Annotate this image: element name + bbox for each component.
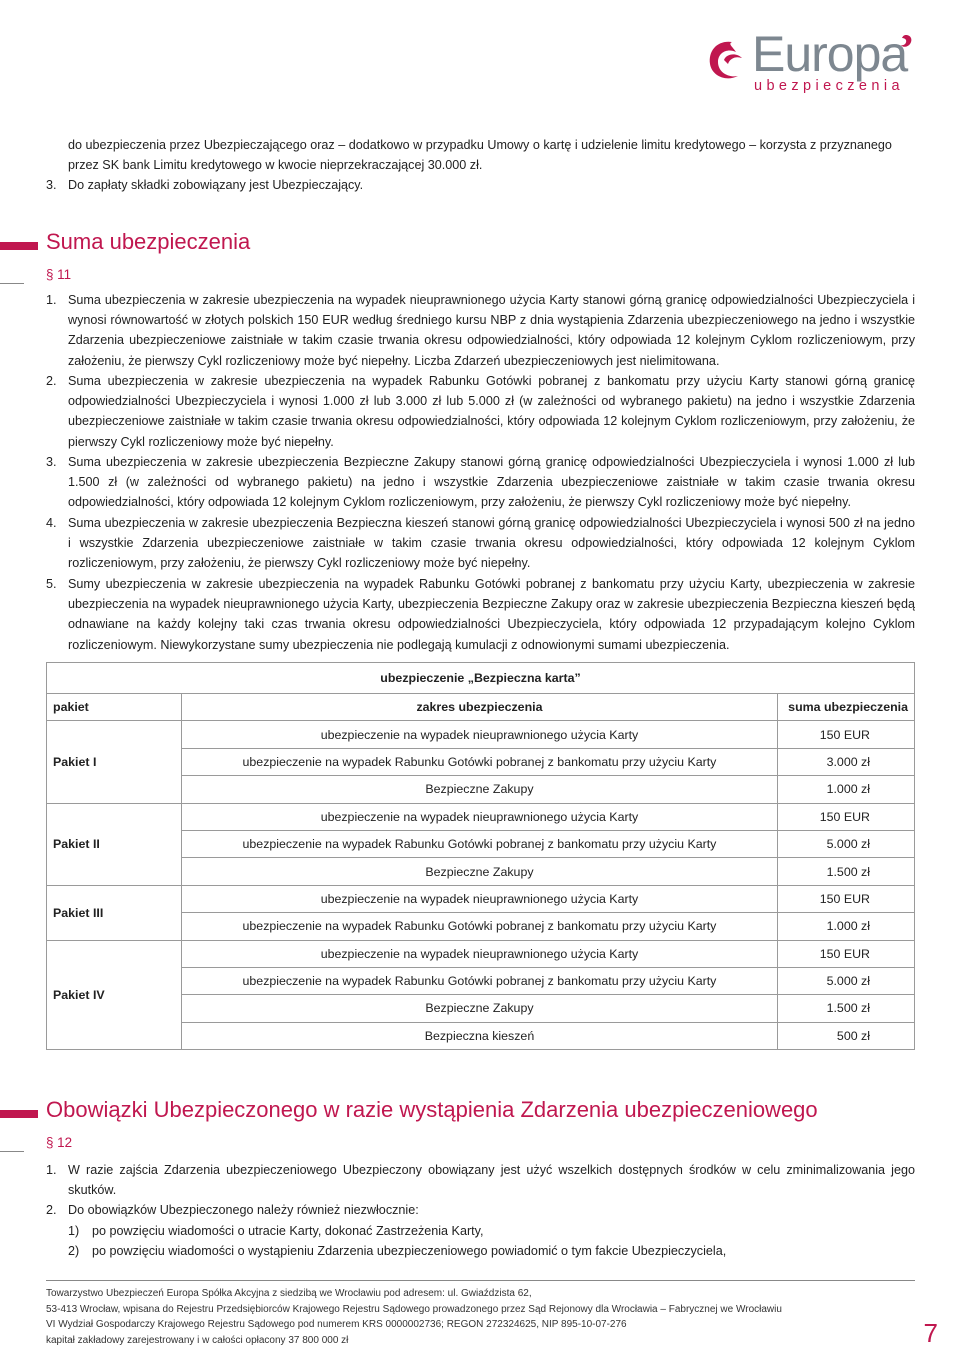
table-header-cell: zakres ubezpieczenia [181, 694, 777, 721]
section-marker-rule [0, 283, 24, 284]
table-cell: ubezpieczenie na wypadek Rabunku Gotówki pobranej z bankomatu przy użyciu Karty [181, 748, 777, 775]
table-cell: 5.000 zł [778, 967, 915, 994]
sub-item-text: po powzięciu wiadomości o wystąpieniu Zdarzenia ubezpieczeniowego powiadomić o tym fakcie Ubezpieczyciela, [92, 1244, 727, 1258]
table-cell: 150 EUR [778, 803, 915, 830]
list-item-number: 5. [46, 577, 57, 591]
table-cell: ubezpieczenie na wypadek Rabunku Gotówki pobranej z bankomatu przy użyciu Karty [181, 830, 777, 857]
table-cell: Bezpieczna kieszeń [181, 1022, 777, 1049]
list-item [46, 574, 915, 655]
paragraph-number-11: § 11 [46, 267, 72, 282]
table-cell: Bezpieczne Zakupy [181, 995, 777, 1022]
list-item-number: 1. [46, 1163, 57, 1177]
sub-item-number: 1) [68, 1224, 80, 1238]
footer-line: Towarzystwo Ubezpieczeń Europa Spółka Akcyjna z siedzibą we Wrocławiu pod adresem: ul. Gwiaździsta 62, [46, 1288, 532, 1299]
list-item-text: Suma ubezpieczenia w zakresie ubezpieczenia na wypadek Rabunku Gotówki pobranej z bankomatu przy użyciu Karty stanowi górną granicę odpowiedzialności Ubezpieczyciela i wynosi 1.000 zł lub 3.000 zł lub 5.000 zł (w zależności od wybranego pakietu) na jedno i wszystkie Zdarzenia ubezpieczeniowe zaistniałe w takim czasie trwania okresu odpowiedzialności, który odpowiada 12 kolejnym Cyklom rozliczeniowym, przy założeniu, że pierwszy Cykl rozliczeniowy może być niepełny. [68, 374, 915, 449]
table-cell: 150 EUR [778, 721, 915, 748]
table-cell: Bezpieczne Zakupy [181, 858, 777, 885]
table-cell: ubezpieczenie na wypadek Rabunku Gotówki pobranej z bankomatu przy użyciu Karty [181, 913, 777, 940]
package-name: Pakiet I [47, 721, 182, 803]
footer [46, 1286, 826, 1348]
table-row [47, 803, 915, 830]
list-item-number: 4. [46, 516, 57, 530]
list-item-number: 2. [46, 1203, 57, 1217]
package-name: Pakiet IV [47, 940, 182, 1050]
list-item-text: Suma ubezpieczenia w zakresie ubezpieczenia Bezpieczne Zakupy stanowi górną granicę odpowiedzialności Ubezpieczyciela i wynosi 1.000 zł lub 1.500 zł (w zależności od wybranego pakietu) na jedno i wszystkie Zdarzenia ubezpieczeniowe zaistniałe w takim czasie trwania okresu odpowiedzialności, który odpowiada 12 kolejnym Cyklom rozliczeniowym, przy założeniu, że pierwszy Cykl rozliczeniowy może być niepełny. [68, 455, 915, 510]
table-cell: 1.000 zł [778, 776, 915, 803]
sub-item-number: 2) [68, 1244, 80, 1258]
table-cell: Bezpieczne Zakupy [181, 776, 777, 803]
list-item [46, 290, 915, 371]
list-item-text: Suma ubezpieczenia w zakresie ubezpieczenia na wypadek nieuprawnionego użycia Karty stanowi górną granicę odpowiedzialności Ubezpieczyciela i wynosi równowartość w złotych polskich 150 EUR według średniego kursu NBP z dnia wystąpienia Zdarzenia ubezpieczeniowego na jedno i wszystkie Zdarzenia ubezpieczeniowe zaistniałe w takim czasie trwania okresu odpowiedzialności, który odpowiada 12 kolejnym Cyklom rozliczeniowym, przy założeniu, że pierwszy Cykl rozliczeniowy może być niepełny. Liczba Zdarzeń ubezpieczeniowych jest nielimitowana. [68, 293, 915, 368]
table-cell: 5.000 zł [778, 830, 915, 857]
list-item-text: Do obowiązków Ubezpieczonego należy również niezwłocznie: [68, 1203, 419, 1217]
table-cell: 3.000 zł [778, 748, 915, 775]
list-item [46, 452, 915, 513]
table-cell: 150 EUR [778, 940, 915, 967]
package-table [46, 662, 915, 1050]
logo-dot-icon [898, 34, 914, 50]
table-row [47, 885, 915, 912]
section-marker-rule [0, 1151, 24, 1152]
list-item-number: 2. [46, 374, 57, 388]
intro-continuation: do ubezpieczenia przez Ubezpieczającego oraz – dodatkowo w przypadku Umowy o kartę i udzielenie limitu kredytowego – korzysta z przyznanego przez SK bank Limitu kredytowego w kwocie nieprzekraczającej 30.000 zł. [68, 138, 892, 173]
table-cell: 1.500 zł [778, 858, 915, 885]
section-heading-obowiazki: Obowiązki Ubezpieczonego w razie wystąpienia Zdarzenia ubezpieczeniowego [46, 1097, 818, 1122]
table-cell: 150 EUR [778, 885, 915, 912]
package-name: Pakiet III [47, 885, 182, 940]
list-item [46, 1200, 915, 1220]
intro-item-3-number: 3. [46, 178, 57, 192]
company-logo [706, 26, 921, 98]
footer-line: kapitał zakładowy zarejestrowany i w całości opłacony 37 800 000 zł [46, 1334, 349, 1346]
table-row [47, 940, 915, 967]
list-item [46, 371, 915, 452]
table-cell: ubezpieczenie na wypadek Rabunku Gotówki pobranej z bankomatu przy użyciu Karty [181, 967, 777, 994]
sub-item-text: po powzięciu wiadomości o utracie Karty, dokonać Zastrzeżenia Karty, [92, 1224, 484, 1238]
table-row [47, 721, 915, 748]
logo-swirl-icon [706, 38, 750, 82]
logo-subtitle: ubezpieczenia [754, 78, 904, 94]
table-cell: 1.000 zł [778, 913, 915, 940]
list-item [46, 1160, 915, 1200]
table-cell: ubezpieczenie na wypadek nieuprawnionego użycia Karty [181, 721, 777, 748]
list-item-number: 3. [46, 455, 57, 469]
footer-divider [46, 1280, 915, 1281]
table-cell: ubezpieczenie na wypadek nieuprawnionego użycia Karty [181, 940, 777, 967]
table-cell: ubezpieczenie na wypadek nieuprawnionego użycia Karty [181, 885, 777, 912]
footer-line: 53-413 Wrocław, wpisana do Rejestru Przedsiębiorców Krajowego Rejestru Sądowego prowadzonego przez Sąd Rejonowy dla Wrocławia – Fabrycznej we Wrocławiu [46, 1303, 782, 1315]
table-header-row [47, 694, 915, 721]
section-marker-bar [0, 242, 38, 250]
page-number: 7 [923, 1318, 938, 1348]
list-item-text: W razie zajścia Zdarzenia ubezpieczeniowego Ubezpieczony obowiązany jest użyć wszelkich dostępnych środków w celu zminimalizowania jego skutków. [68, 1163, 915, 1198]
list-item [46, 513, 915, 574]
section-marker-bar [0, 1110, 38, 1118]
list-item-number: 1. [46, 293, 57, 307]
table-title: ubezpieczenie „Bezpieczna karta” [47, 663, 915, 694]
list-item-text: Suma ubezpieczenia w zakresie ubezpieczenia Bezpieczna kieszeń stanowi górną granicę odpowiedzialności Ubezpieczyciela i wynosi 500 zł na jedno i wszystkie Zdarzenia ubezpieczeniowe zaistniałe w takim czasie trwania okresu odpowiedzialności, który odpowiada 12 kolejnym Cyklom rozliczeniowym, przy założeniu, że pierwszy Cykl rozliczeniowy może być niepełny. [68, 516, 915, 571]
package-name: Pakiet II [47, 803, 182, 885]
paragraph-number-12: § 12 [46, 1135, 73, 1150]
table-header-cell: pakiet [47, 694, 182, 721]
section-heading-suma: Suma ubezpieczenia [46, 229, 251, 254]
table-cell: 1.500 zł [778, 995, 915, 1022]
intro-item-3-text: Do zapłaty składki zobowiązany jest Ubezpieczający. [68, 178, 364, 192]
table-cell: ubezpieczenie na wypadek nieuprawnionego użycia Karty [181, 803, 777, 830]
table-cell: 500 zł [778, 1022, 915, 1049]
footer-line: VI Wydział Gospodarczy Krajowego Rejestru Sądowego pod numerem KRS 0000002736; REGON 272324625, NIP 895-10-07-276 [46, 1319, 627, 1330]
list-item-text: Sumy ubezpieczenia w zakresie ubezpieczenia na wypadek Rabunku Gotówki pobranej z bankomatu przy użyciu Karty, ubezpieczenia w zakresie ubezpieczenia na wypadek nieuprawnionego użycia Karty, ubezpieczenia Bezpieczne Zakupy oraz w zakresie ubezpieczenia Bezpieczna kieszeń będą odnawiane na każdy kolejny taki czas trwania okresu odpowiedzialności Ubezpieczyciela, który odpowiada 12 przypadającym kolejno Cyklom rozliczeniowym. Niewykorzystane sumy ubezpieczenia nie podlegają kumulacji z odnowionymi sumami ubezpieczenia. [68, 577, 915, 652]
table-header-cell: suma ubezpieczenia [778, 694, 915, 721]
logo-word: Europa [752, 26, 908, 82]
